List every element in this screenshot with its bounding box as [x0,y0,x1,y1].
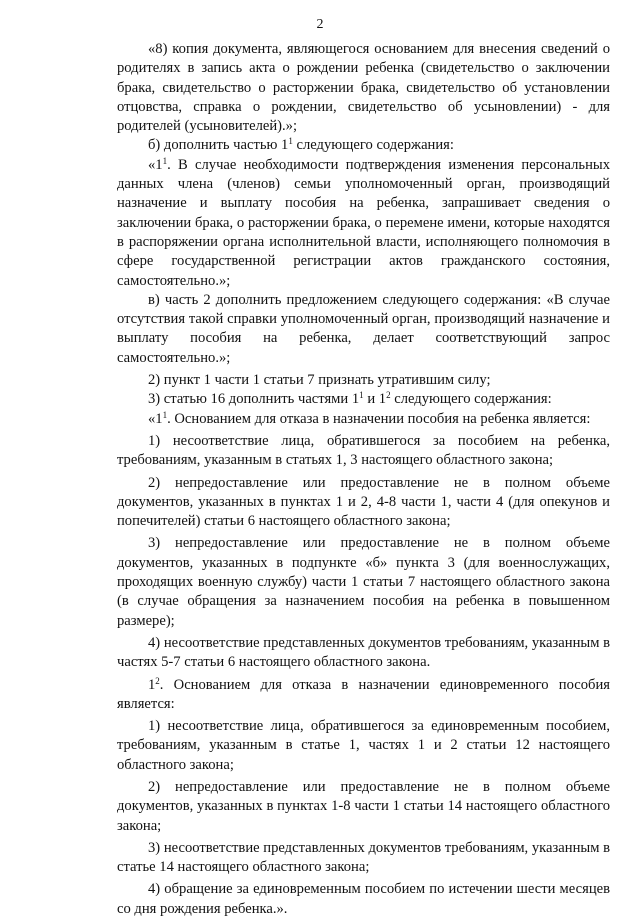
paragraph-text: 4) несоответствие представленных документов требованиям, указанным в частях 5-7 статьи 6 настоящего областного закона. [117,634,610,671]
paragraph-lump-sum-item-4 [117,880,610,919]
superscript: 1 [162,409,168,420]
paragraph-text: 3) несоответствие представленных документов требованиям, указанным в статье 14 настоящего областного закона; [117,839,610,876]
document-body [117,40,610,919]
paragraph-text-tail: следующего содержания: [390,391,552,408]
paragraph-v-part-2 [117,291,610,368]
paragraph-text: «1 [148,410,163,427]
paragraph-text-tail: следующего содержания: [292,137,454,154]
paragraph-text: 3) непредоставление или предоставление не в полном объеме документов, указанных в подпункте «б» пункта 3 (для военнослужащих, проходящих военную службу) части 1 статьи 7 настоящего областного закона (в случае обращения за назначением пособия на ребенка в повышенном размере); [117,535,610,629]
paragraph-lump-sum-item-1 [117,717,610,775]
paragraph-text-tail: . В случае необходимости подтверждения изменения персональных данных члена (членов) семьи уполномоченный орган, производящий назначение и выплату пособия на ребенка, запрашивает сведения о заключении брака, о расторжении брака, о перемене имени, которые находятся в распоряжении органа исполнительной власти, исполняющего полномочия в сфере государственной регистрации актов гражданского состояния, самостоятельно.»; [117,156,610,289]
paragraph-text: «1 [148,156,163,173]
paragraph-text: 2) пункт 1 части 1 статьи 7 признать утратившим силу; [148,372,491,389]
page-number: 2 [316,17,324,32]
paragraph-lump-sum-item-2 [117,778,610,836]
paragraph-item-8-copy-document [117,40,610,136]
superscript: 1 [288,136,293,147]
superscript: 2 [155,675,160,686]
paragraph-text: 3) статью 16 дополнить частями 1 [148,391,360,408]
paragraph-item-2 [117,371,610,390]
paragraph-text: 2) непредоставление или предоставление не в полном объеме документов, указанных в пунктах 1 и 2, 4-8 части 1, части 4 (для опекунов и попечителей) статьи 6 настоящего областного закона; [117,474,610,530]
paragraph-text-tail: . Основанием для отказа в назначении единовременного пособия является: [117,676,610,712]
paragraph-refusal-item-2 [117,474,610,532]
paragraph-item-3 [117,390,610,409]
paragraph-text: «8) копия документа, являющегося основанием для внесения сведений о родителях в запись акта о рождении ребенка (свидетельство о заключении брака, свидетельство о расторжении брака, свидетельство об установлении отцовства, справка о рождении, свидетельство об усыновлении) - для родителей (усыновителей).»; [117,41,610,135]
paragraph-b-add-part [117,136,610,155]
paragraph-text-tail: . Основанием для отказа в назначении пособия на ребенка является: [167,410,591,427]
superscript: 1 [359,390,364,401]
paragraph-text: 1 [148,676,156,693]
paragraph-part-1-1-refusal-basis [117,410,610,429]
paragraph-text: 2) непредоставление или предоставление не в полном объеме документов, указанных в пунктах 1-8 части 1 статьи 14 настоящего областного закона; [117,778,610,834]
paragraph-lump-sum-item-3 [117,839,610,878]
paragraph-text: 1) несоответствие лица, обратившегося за пособием на ребенка, требованиям, указанным в статьях 1, 3 настоящего областного закона; [117,432,610,469]
paragraph-text: 4) обращение за единовременным пособием по истечении шести месяцев со дня рождения ребенка.». [117,881,610,917]
paragraph-refusal-item-4 [117,634,610,673]
paragraph-refusal-item-1 [117,432,610,471]
paragraph-part-1-2-lump-sum [117,676,610,715]
superscript: 1 [162,155,168,166]
paragraph-part-1-1-personal-data [117,156,610,291]
paragraph-text-mid: и 1 [363,391,387,408]
paragraph-refusal-item-3 [117,534,610,630]
paragraph-text: в) часть 2 дополнить предложением следующего содержания: «В случае отсутствия такой справки уполномоченный орган, производящий назначение и выплату пособия на ребенка, делает соответствующий запрос самостоятельно.»; [117,291,610,366]
paragraph-text: 1) несоответствие лица, обратившегося за единовременным пособием, требованиям, указанным в статье 1, частях 1 и 2 статьи 12 настоящего областного закона; [117,718,610,773]
paragraph-text: б) дополнить частью 1 [148,137,289,154]
superscript: 2 [386,390,391,401]
